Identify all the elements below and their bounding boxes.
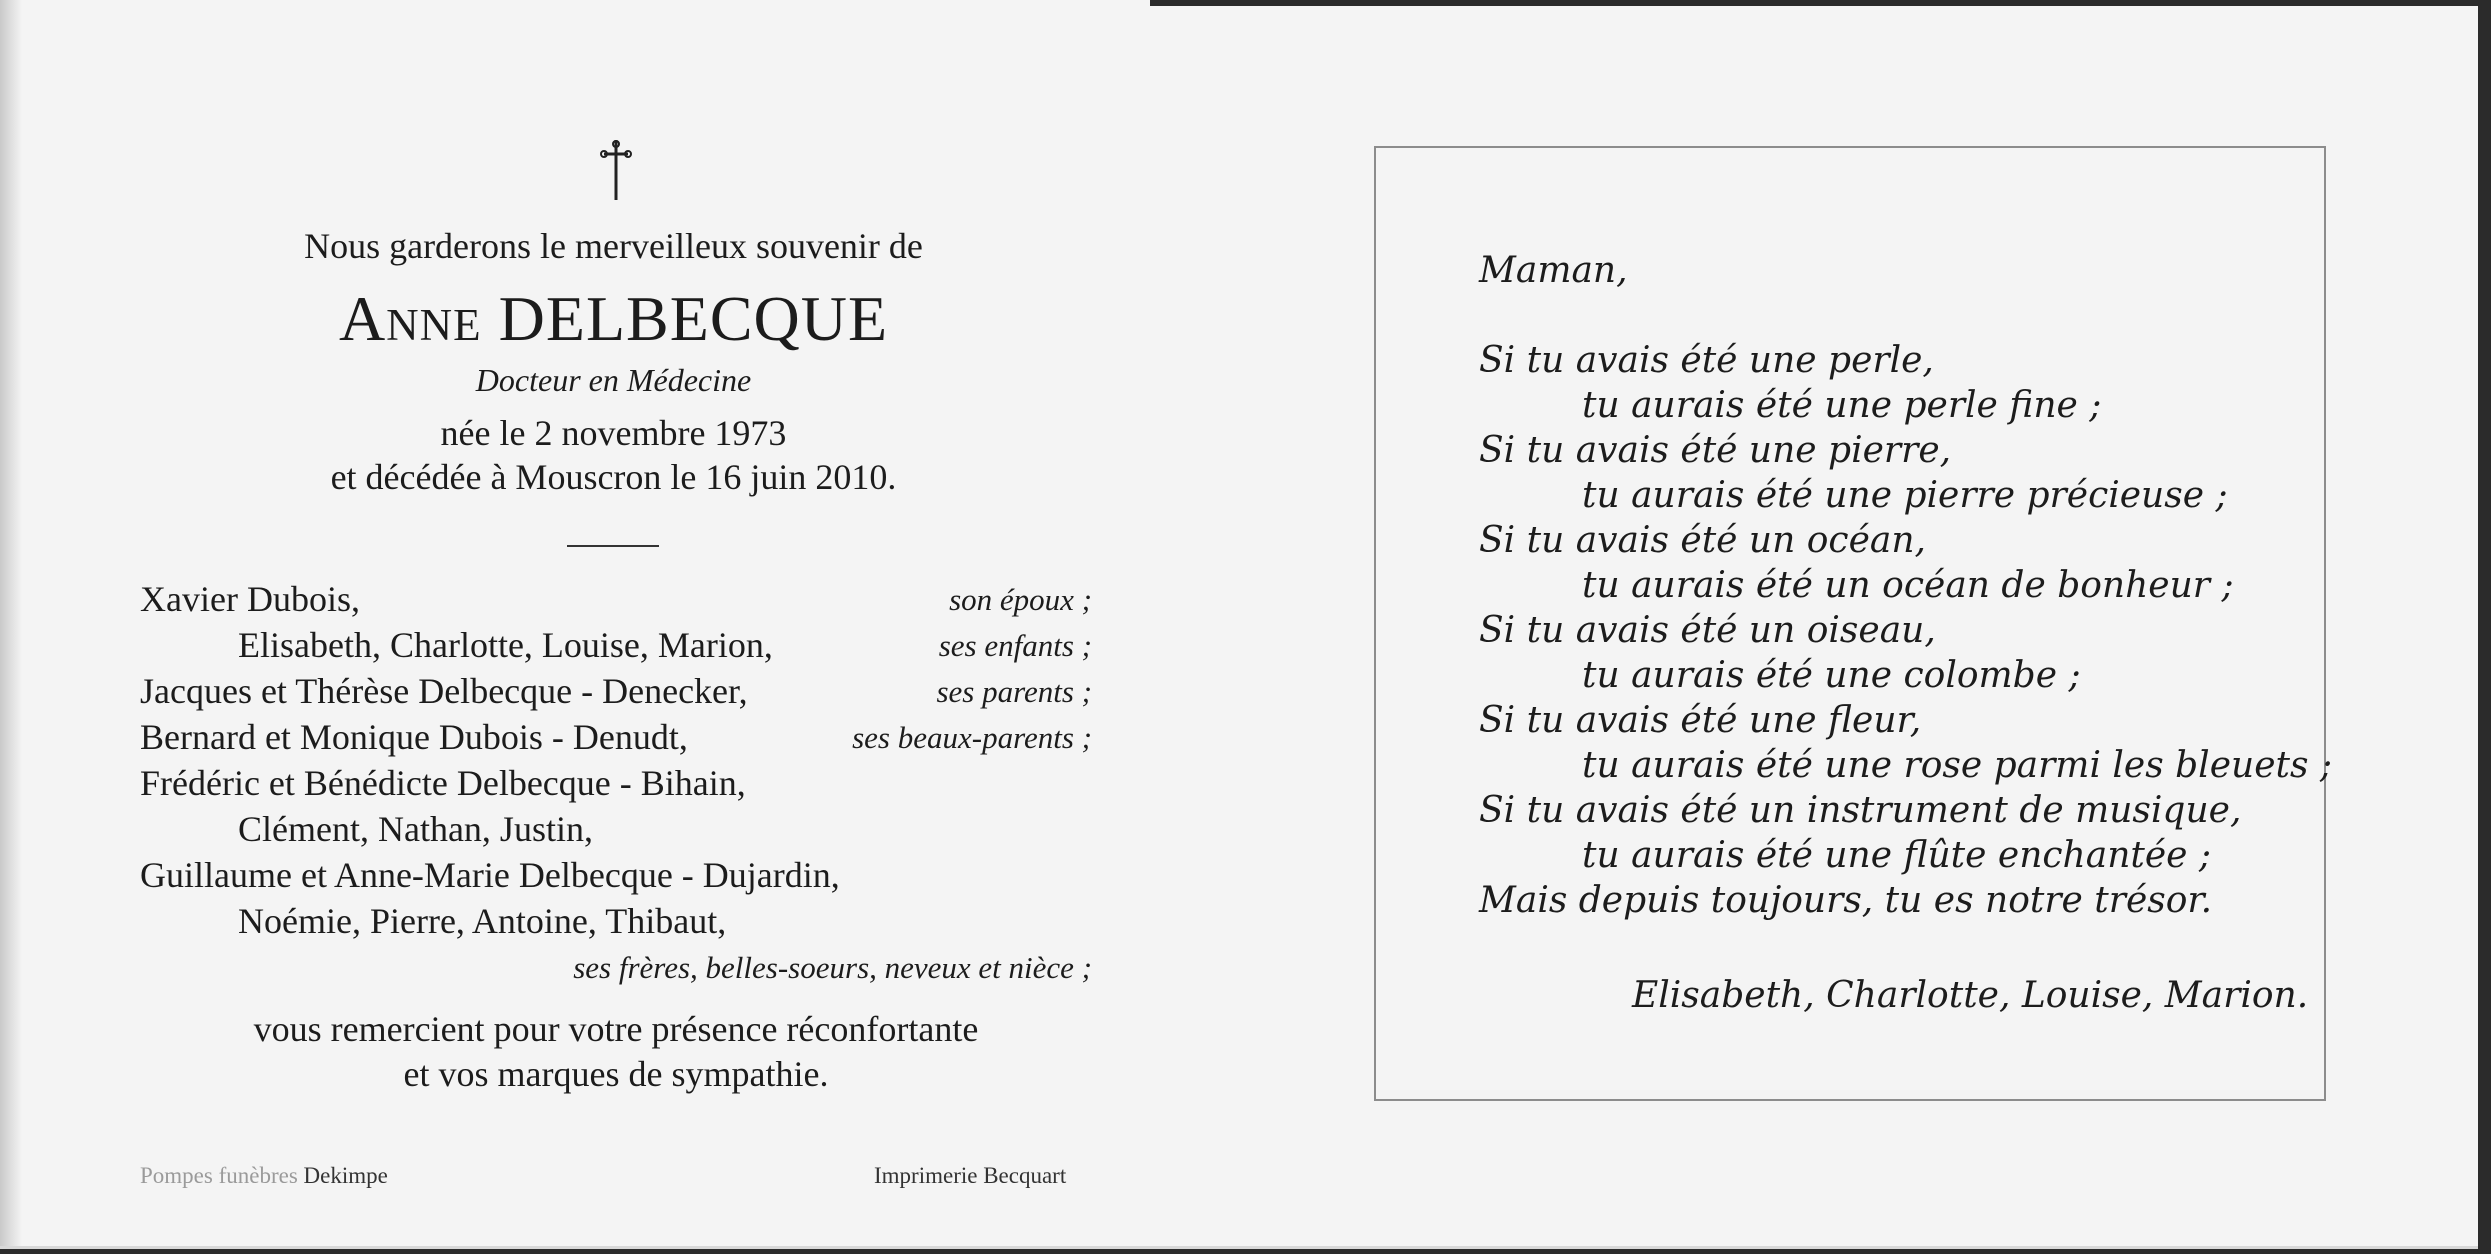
family-row	[140, 762, 1092, 808]
family-name: Elisabeth, Charlotte, Louise, Marion,	[238, 625, 773, 665]
deceased-name	[240, 282, 987, 356]
siblings-role: ses frères, belles-soeurs, neveux et nièce ;	[573, 950, 1092, 985]
scan-edge	[1150, 0, 2491, 6]
divider	[567, 545, 659, 547]
poem-line: tu aurais été une colombe ;	[1582, 655, 2081, 696]
cross-icon	[596, 138, 636, 202]
family-role: ses beaux-parents ;	[852, 720, 1092, 755]
page-shadow	[0, 0, 22, 1246]
poem-line: Si tu avais été un oiseau,	[1479, 610, 1936, 651]
family-row	[140, 900, 1092, 946]
intro-text: Nous garderons le merveilleux souvenir de	[304, 226, 923, 266]
poem-line: tu aurais été un océan de bonheur ;	[1582, 565, 2234, 606]
poem-line: Si tu avais été une fleur,	[1479, 700, 1922, 741]
family-role: ses parents ;	[936, 674, 1092, 709]
family-row	[140, 808, 1092, 854]
funeral-home-label: Pompes funèbres	[140, 1163, 298, 1188]
family-row	[140, 716, 1092, 762]
thanks-line: vous remercient pour votre présence réconfortante	[253, 1009, 979, 1049]
family-role: son époux ;	[949, 582, 1092, 617]
family-row	[140, 670, 1092, 716]
poem-signature: Elisabeth, Charlotte, Louise, Marion.	[1632, 975, 2309, 1016]
family-role: ses enfants ;	[938, 628, 1092, 663]
family-name: Clément, Nathan, Justin,	[238, 809, 593, 849]
birth-date: née le 2 novembre 1973	[440, 413, 787, 453]
poem-line: tu aurais été une flûte enchantée ;	[1582, 835, 2212, 876]
poem-line: tu aurais été une perle fine ;	[1582, 385, 2102, 426]
family-name: Noémie, Pierre, Antoine, Thibaut,	[238, 901, 727, 941]
printer-name: Imprimerie Becquart	[874, 1163, 1067, 1188]
family-name: Guillaume et Anne-Marie Delbecque - Dujardin,	[140, 855, 840, 895]
poem-line: Si tu avais été une pierre,	[1479, 430, 1952, 471]
poem-line: tu aurais été une pierre précieuse ;	[1582, 475, 2228, 516]
death-date: et décédée à Mouscron le 16 juin 2010.	[330, 457, 897, 497]
poem-line: tu aurais été une rose parmi les bleuets ;	[1582, 745, 2333, 786]
family-row	[140, 578, 1092, 624]
family-row	[140, 854, 1092, 900]
scan-edge	[2478, 0, 2491, 1254]
last-name: DELBECQUE	[498, 283, 889, 354]
family-name: Xavier Dubois,	[140, 579, 360, 619]
poem-line: Si tu avais été un instrument de musique,	[1479, 790, 2242, 831]
family-name: Jacques et Thérèse Delbecque - Denecker,	[140, 671, 748, 711]
family-name: Bernard et Monique Dubois - Denudt,	[140, 717, 688, 757]
poem-line: Si tu avais été un océan,	[1479, 520, 1926, 561]
funeral-home-name: Dekimpe	[303, 1163, 388, 1188]
thanks-line: et vos marques de sympathie.	[403, 1054, 829, 1094]
poem-line: Si tu avais été une perle,	[1479, 340, 1934, 381]
poem-salutation: Maman,	[1479, 250, 1628, 291]
poem-line: Mais depuis toujours, tu es notre trésor.	[1479, 880, 2213, 921]
family-row	[140, 624, 1092, 670]
profession: Docteur en Médecine	[475, 362, 752, 398]
first-name: Anne	[338, 283, 482, 354]
funeral-home	[140, 1163, 388, 1189]
family-name: Frédéric et Bénédicte Delbecque - Bihain,	[140, 763, 746, 803]
